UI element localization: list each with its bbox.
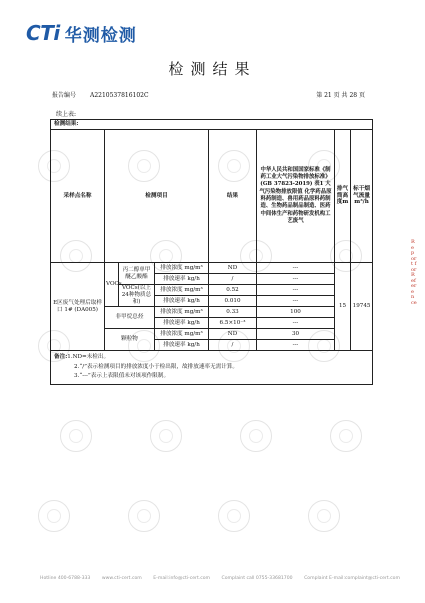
- note-item: 1.ND=未检出。: [67, 354, 110, 360]
- sampling-point-cell: E区废气处理后取样口 1# (DA005): [51, 263, 105, 351]
- stack-height: 15: [335, 263, 351, 351]
- item-param: 排放浓度 mg/m³: [155, 285, 209, 296]
- item-result: 0.52: [209, 285, 257, 296]
- item-name: 丙二醇单甲醚乙酸酯: [119, 263, 155, 285]
- logo-chinese-name: 华测检测: [64, 25, 137, 46]
- item-result: 0.33: [209, 307, 257, 318]
- item-result: 0.010: [209, 296, 257, 307]
- item-param: 排放浓度 mg/m³: [155, 329, 209, 340]
- company-logo: [26, 22, 137, 44]
- watermark-icon: [128, 500, 160, 532]
- item-limit: ---: [257, 274, 335, 285]
- table-notes: [51, 351, 373, 385]
- watermark-icon: [60, 420, 92, 452]
- report-number-value: A2210537816102C: [90, 92, 149, 99]
- footer-complaint-call: Complaint call 0755-33681700: [221, 576, 293, 581]
- footer: [40, 576, 400, 581]
- results-table-wrap: [50, 119, 372, 385]
- item-name: 颗粒物: [105, 329, 155, 351]
- watermark-icon: [330, 420, 362, 452]
- note-item: 2.“/”表示检测项目的排放浓度小于检出限，故排放速率无需计算。: [74, 363, 238, 370]
- item-param: 排放速率 kg/h: [155, 274, 209, 285]
- footer-email: E-mail:info@cti-cert.com: [153, 576, 211, 581]
- item-result: ND: [209, 263, 257, 274]
- item-result: ND: [209, 329, 257, 340]
- report-number-label: 报告编号: [52, 92, 77, 99]
- col-header-item: 检测项目: [105, 130, 209, 263]
- item-limit: ---: [257, 263, 335, 274]
- item-limit: ---: [257, 340, 335, 351]
- side-stamp-text: Report for Reference: [411, 239, 417, 306]
- footer-website: www.cti-cert.com: [101, 576, 142, 581]
- col-header-height: 排气筒高度m: [335, 130, 351, 263]
- page-indicator: 第 21 页 共 28 页: [316, 92, 365, 99]
- item-param: 排放浓度 mg/m³: [155, 307, 209, 318]
- item-name: VOCs(以上24种物质总和): [119, 285, 155, 307]
- watermark-icon: [308, 500, 340, 532]
- footer-complaint-email: Complaint E-mail:complaint@cti-cert.com: [304, 576, 400, 581]
- item-limit: ---: [257, 318, 335, 329]
- report-number: [52, 90, 149, 99]
- item-param: 排放速率 kg/h: [155, 340, 209, 351]
- col-header-standard: 中华人民共和国国家标准《制药工业大气污染物排放标准》(GB 37823-2019) 表1 大气污染物排放限值 化学药品原料药制造、兽用药品原料药制造、生物药品制品制造、医药中间体生产和药物研发机构工艺废气: [257, 130, 335, 263]
- continued-label: 续上表:: [56, 111, 77, 118]
- item-param: 排放速率 kg/h: [155, 318, 209, 329]
- item-name: 非甲烷总烃: [105, 307, 155, 329]
- item-result: /: [209, 274, 257, 285]
- table-row: [51, 263, 373, 274]
- watermark-icon: [240, 420, 272, 452]
- item-result: 6.5×10⁻³: [209, 318, 257, 329]
- item-limit: ---: [257, 296, 335, 307]
- col-header-flow: 标干烟气流量m³/h: [351, 130, 373, 263]
- watermark-icon: [218, 500, 250, 532]
- item-result: /: [209, 340, 257, 351]
- col-header-result: 结果: [209, 130, 257, 263]
- item-limit: ---: [257, 285, 335, 296]
- page-title: 检测结果: [168, 60, 257, 78]
- watermark-icon: [150, 420, 182, 452]
- voc-group-label: VOCs: [105, 263, 119, 307]
- item-param: 排放速率 kg/h: [155, 296, 209, 307]
- item-limit: 30: [257, 329, 335, 340]
- item-limit: 100: [257, 307, 335, 318]
- results-table: [50, 119, 373, 385]
- notes-label: 备注:: [54, 354, 68, 360]
- gas-flow: 19745: [351, 263, 373, 351]
- note-item: 3.“---”表示上表限值未对该项作限制。: [74, 373, 170, 379]
- watermark-icon: [38, 500, 70, 532]
- footer-hotline: Hotline 400-6788-333: [40, 576, 91, 581]
- item-param: 排放浓度 mg/m³: [155, 263, 209, 274]
- results-header: 检测结果:: [51, 120, 373, 130]
- col-header-sampling-point: 采样点名称: [51, 130, 105, 263]
- logo-mark: CTi: [26, 21, 60, 45]
